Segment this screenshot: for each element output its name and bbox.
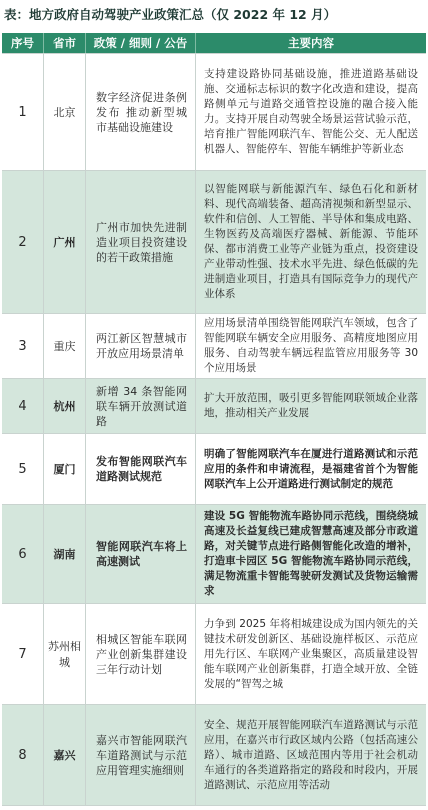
row-policy: 广州市加快先进制造业项目投资建设的若干政策措施 (86, 171, 196, 313)
table-row (2, 171, 426, 314)
header-province: 省市 (44, 33, 86, 53)
table-header-row (2, 33, 426, 54)
row-province: 湖南 (44, 505, 86, 603)
row-content: 力争到 2025 年将相城建设成为国内领先的关键技术研发创新区、基础设施样板区、示范应用先行区、车联网产业集聚区，高质量建设智能车联网产业创新集群，打造全域开放、全链发展的“智驾之城 (204, 617, 418, 690)
table-row (2, 379, 426, 434)
row-index: 7 (2, 604, 44, 704)
row-province: 厦门 (44, 434, 86, 504)
row-province: 北京 (44, 54, 86, 170)
header-content: 主要内容 (288, 35, 334, 50)
row-content: 以智能网联与新能源汽车、绿色石化和新材料、现代高端装备、超高清视频和新型显示、软件和信创、人工智能、半导体和集成电路、生物医药及高端医疗器械、新能源、节能环保、都市消费工业等产业链为重点，投资建设产业带动性强、技术水平先进、绿色低碳的先进制造业项目，打造具有国际竞争力的现代产业体系 (204, 183, 418, 300)
row-policy: 发布智能网联汽车道路测试规范 (86, 434, 196, 504)
row-content: 明确了智能网联汽车在厦进行道路测试和示范应用的条件和申请流程，是福建省首个为智能网联汽车上公开道路进行测试制定的规范 (204, 447, 418, 490)
row-content: 应用场景清单围绕智能网联汽车领域，包含了智能网联车辆安全应用服务、高精度地图应用服务、自动驾驶车辆远程监管应用服务等 30 个应用场景 (204, 317, 418, 374)
row-index: 8 (2, 705, 44, 805)
row-index: 1 (2, 54, 44, 170)
row-province: 重庆 (44, 314, 86, 378)
row-province: 嘉兴 (44, 705, 86, 805)
policy-table (2, 32, 426, 806)
header-policy: 政策 / 细则 / 公告 (86, 33, 196, 53)
table-row (2, 604, 426, 705)
row-content: 支持建设路协同基础设施，推进道路基础设施、交通标志标识的数字化改造和建设，提高路侧单元与道路交通管控设施的融合接入能力。支持开展自动驾驶全场景运营试验示范，培育推广智能网联汽车、智能公交、无人配送机器人、智能停车、智能车辆维护等新业态 (204, 68, 418, 155)
table-row (2, 705, 426, 806)
row-policy: 嘉兴市智能网联汽车道路测试与示范应用管理实施细则 (86, 705, 196, 805)
row-index: 5 (2, 434, 44, 504)
row-policy: 两江新区智慧城市开放应用场景清单 (86, 314, 196, 378)
row-policy: 智能网联汽车将上高速测试 (86, 505, 196, 603)
row-province: 广州 (44, 171, 86, 313)
table-title: 表：地方政府自动驾驶产业政策汇总（仅 2022 年 12 月） (4, 7, 337, 22)
row-index: 4 (2, 379, 44, 433)
row-content: 扩大开放范围，吸引更多智能网联领域企业落地，推动相关产业发展 (204, 392, 418, 419)
row-policy: 数字经济促进条例发布 推动新型城市基础设施建设 (86, 54, 196, 170)
row-content: 建设 5G 智能物流车路协同示范线，围绕绕城高速及长益复线已建成智慧高速及部分市政道路，对关键节点进行路侧智能化改造的增补，打造車卡园区 5G 智能物流车路协同示范线，满足物流重卡智能驾驶研发测试及货物运输需求 (204, 510, 418, 597)
row-index: 2 (2, 171, 44, 313)
table-row (2, 54, 426, 171)
row-index: 3 (2, 314, 44, 378)
row-province: 杭州 (44, 379, 86, 433)
table-row (2, 314, 426, 379)
table-row (2, 505, 426, 604)
row-content: 安全、规范开展智能网联汽车道路测试与示范应用，在嘉兴市行政区域内公路（包括高速公路）、城市道路、区域范围内等用于社会机动车通行的各类道路指定的路段和时段内，开展道路测试、示范应用等活动 (204, 718, 418, 791)
row-province: 苏州相城 (44, 604, 86, 704)
row-policy: 新增 34 条智能网联车辆开放测试道路 (86, 379, 196, 433)
row-policy: 相城区智能车联网产业创新集群建设三年行动计划 (86, 604, 196, 704)
row-index: 6 (2, 505, 44, 603)
table-row (2, 434, 426, 505)
header-index: 序号 (2, 33, 44, 53)
